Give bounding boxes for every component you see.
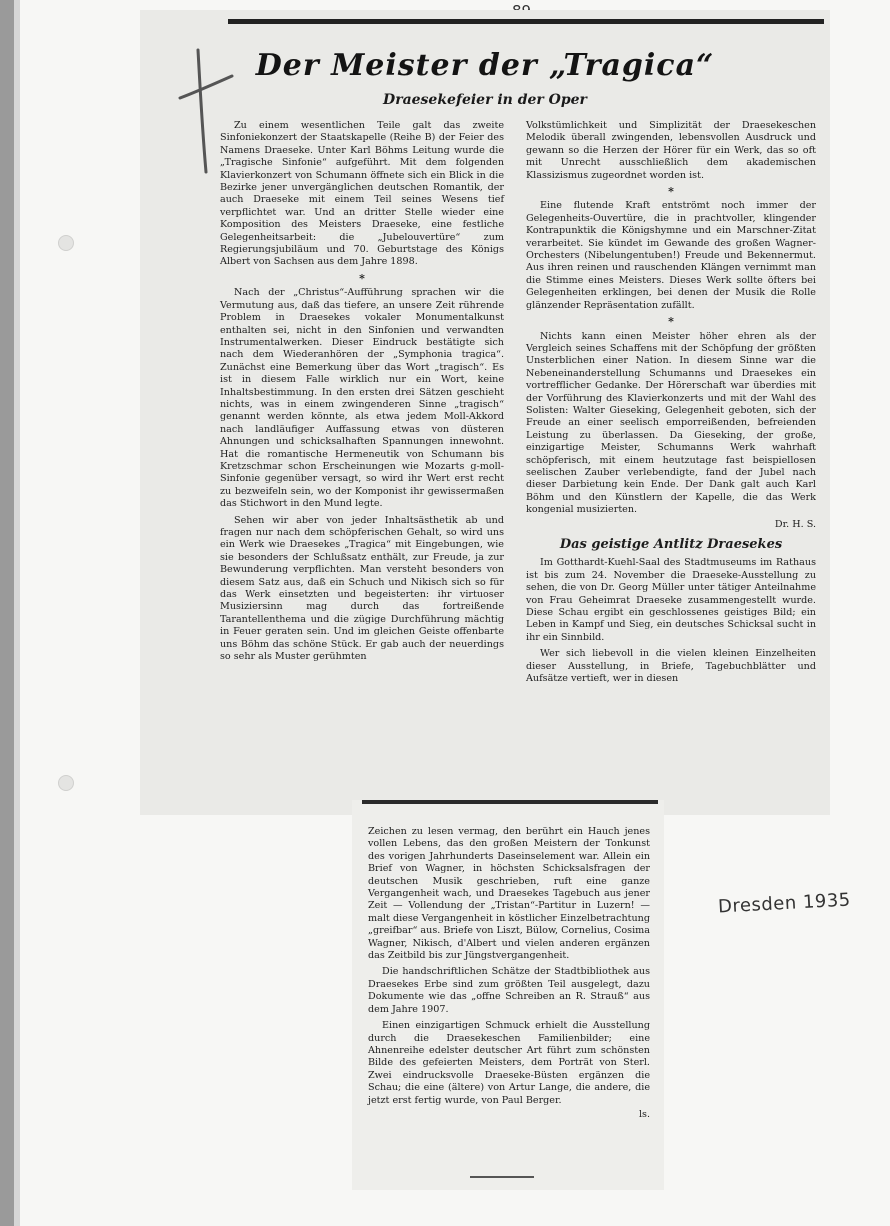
paragraph: Zu einem wesentlichen Teile galt das zweite Sinfoniekonzert der Staatskapelle (Reihe B) der Feier des Namens Draeseke. Unter Karl Böhms Leitung wurde die „Tragische Sinfonie“ aufgeführt. Mit dem folgenden Klavierkonzert von Schumann öffnete sich ein Blick in die Bezirke jener unvergänglichen deutschen Romantik, der auch Draeseke mit einem Teil seines Wesens tief verpflichtet war. Und an dritter Stelle wieder eine Komposition des Meisters Draeseke, eine festliche Gelegenheitsarbeit: die „Jubelouvertüre“ zum Regierungsjubiläum und 70. Geburtstage des Königs Albert von Sachsen aus dem Jahre 1898.	[220, 120, 504, 268]
bottom-clipping-rule	[362, 800, 658, 804]
paragraph: Einen einzigartigen Schmuck erhielt die Ausstellung durch die Draesekeschen Familienbilder; eine Ahnenreihe edelster deutscher Art führt zum schönsten Bilde des gefeierten Meisters, dem Porträt von Sterl. Zwei eindrucksvolle Draeseke-Büsten ergänzen die Schau; die eine (ältere) von Artur Lange, die andere, die jetzt erst fertig wurde, von Paul Berger.	[368, 1020, 650, 1106]
paragraph: Wer sich liebevoll in die vielen kleinen Einzelheiten dieser Ausstellung, in Briefe, Tagebuchblätter und Aufsätze vertieft, wer in diesen	[526, 648, 816, 685]
article-headline: Der Meister der „Tragica“	[255, 48, 715, 83]
section-divider-star: *	[668, 185, 674, 199]
section-divider-star: *	[668, 315, 674, 329]
article-column-1	[220, 120, 504, 667]
article-subheadline: Draesekefeier in der Oper	[383, 92, 587, 108]
punch-hole-mark	[58, 235, 74, 251]
paragraph: Im Gotthardt-Kuehl-Saal des Stadtmuseums im Rathaus ist bis zum 24. November die Draeseke-Ausstellung zu sehen, die von Dr. Georg Müller unter tätiger Anteilnahme von Frau Geheimrat Draeseke zusammengestellt wurde. Diese Schau ergibt ein geschlossenes geistiges Bild; ein Leben in Kampf und Sieg, ein deutsches Schicksal sucht in ihr ein Sinnbild.	[526, 557, 816, 643]
author-signature: Dr. H. S.	[774, 518, 816, 530]
handwritten-note: Dresden 1935	[717, 889, 852, 918]
section-title: Das geistige Antlitz Draesekes	[559, 537, 783, 552]
paragraph: Nach der „Christus“-Aufführung sprachen wir die Vermutung aus, daß das tiefere, an unsere Zeit rührende Problem in Draesekes vokaler Monumentalkunst enthalten sei, nicht in den Sinfonien und verwandten Instrumentalwerken. Dieser Eindruck bestätigte sich nach dem Wiederanhören der „Symphonia tragica“. Zunächst eine Bemerkung über das Wort „tragisch“. Es ist in diesem Falle wirklich nur ein Wort, keine Inhaltsbestimmung. In den ersten drei Sätzen geschieht nichts, was in einem zwingenderen Sinne „tragisch“ genannt werden könnte, als etwa jedem Moll-Akkord nach landläufiger Auffassung etwas von düsteren Ahnungen und schicksalhaften Spannungen innewohnt. Hat die romantische Hermeneutik von Schumann bis Kretzschmar schon Erscheinungen wie Mozarts g-moll-Sinfonie gegenüber versagt, so wird ihr Wert erst recht zu bezweifeln sein, wo der Komponist ihr gewissermaßen das Stichwort in den Mund legte.	[220, 287, 504, 510]
punch-hole-mark	[58, 775, 74, 791]
paragraph: Sehen wir aber von jeder Inhaltsästhetik ab und fragen nur nach dem schöpferischen Gehalt, so wird uns ein Werk wie Draesekes „Tragica“ mit Eingebungen, wie sie besonders der Schlußsatz enthält, zur Freude, ja zur Bewunderung verpflichten. Man versteht besonders von diesem Satz aus, daß ein Schuch und Nikisch sich so für das Werk einsetzten und begeisterten: ihr virtuoser Musiziersinn mag durch das fortreißende Tarantellenthema und die zügige Durchführung mächtig in Feuer geraten sein. Und im gleichen Geiste offenbarte uns Böhm das schöne Stück. Er gab auch der neuerdings so sehr als Muster gerühmten	[220, 514, 504, 663]
article-column-3	[368, 826, 650, 1121]
top-rule	[228, 19, 824, 24]
paragraph: Nichts kann einen Meister höher ehren als der Vergleich seines Schaffens mit der Schöpfung der größten Unsterblichen einer Nation. In diesem Sinne war die Nebeneinanderstellung Schumanns und Draesekes ein vortrefflicher Gedanke. Der Hörerschaft war überdies mit der Vorführung des Klavierkonzerts und mit der Wahl des Solisten: Walter Gieseking, Gelegenheit geboten, sich der Freude an einer seelisch emporreißenden, befreienden Leistung zu überlassen. Da Gieseking, der große, einzigartige Meister, Schumanns Werk wahrhaft schöpferisch, mit einem heutzutage fast beispiellosen seelischen Zauber verlebendigte, fand der Jubel nach dieser Darbietung kein Ende. Der Dank galt auch Karl Böhm und den Künstlern der Kapelle, die das Werk kongenial musizierten.	[526, 330, 816, 516]
end-rule	[470, 1176, 534, 1178]
paragraph: Eine flutende Kraft entströmt noch immer der Gelegenheits-Ouvertüre, die in prachtvoller, klingender Kontrapunktik die Königshymne und ein Marschner-Zitat verarbeitet. Sie kündet im Gewande des großen Wagner-Orchesters (Nibelungentuben!) Freude und Bekennermut. Aus ihren reinen und rauschenden Klängen vernimmt man die Stimme eines Meisters. Dieses Werk sollte öfters bei Gelegenheiten erklingen, bei denen der Musik die Rolle glänzender Repräsentation zufällt.	[526, 200, 816, 311]
paragraph: Volkstümlichkeit und Simplizität der Draesekeschen Melodik überall zwingenden, lebensvollen Ausdruck und gewann so die Herzen der Hörer für ein Werk, das so oft mit Unrecht ausschließlich dem akademischen Klassizismus zugeordnet worden ist.	[526, 120, 816, 181]
author-signature: ls.	[638, 1108, 650, 1120]
scan-edge-band	[0, 0, 14, 1226]
section-divider-star: *	[359, 271, 365, 285]
paragraph: Zeichen zu lesen vermag, den berührt ein Hauch jenes vollen Lebens, das den großen Meistern der Tonkunst des vorigen Jahrhunderts Daseinselement war. Allein ein Brief von Wagner, in höchsten Schicksalsfragen der deutschen Musik geschrieben, ruft eine ganze Vergangenheit wach, und Draesekes Tagebuch aus jener Zeit — Vollendung der „Tristan“-Partitur in Luzern! — malt diese Vergangenheit in köstlicher Einzelbetrachtung „greifbar“ aus. Briefe von Liszt, Bülow, Cornelius, Cosima Wagner, Nikisch, d'Albert und vielen anderen ergänzen das Zeitbild bis zur Jüngstvergangenheit.	[368, 826, 650, 962]
paragraph: Die handschriftlichen Schätze der Stadtbibliothek aus Draesekes Erbe sind zum größten Teil ausgelegt, dazu Dokumente wie das „offne Schreiben an R. Strauß“ aus dem Jahre 1907.	[368, 966, 650, 1015]
article-column-2	[526, 120, 816, 689]
scan-edge-shadow	[14, 0, 20, 1226]
